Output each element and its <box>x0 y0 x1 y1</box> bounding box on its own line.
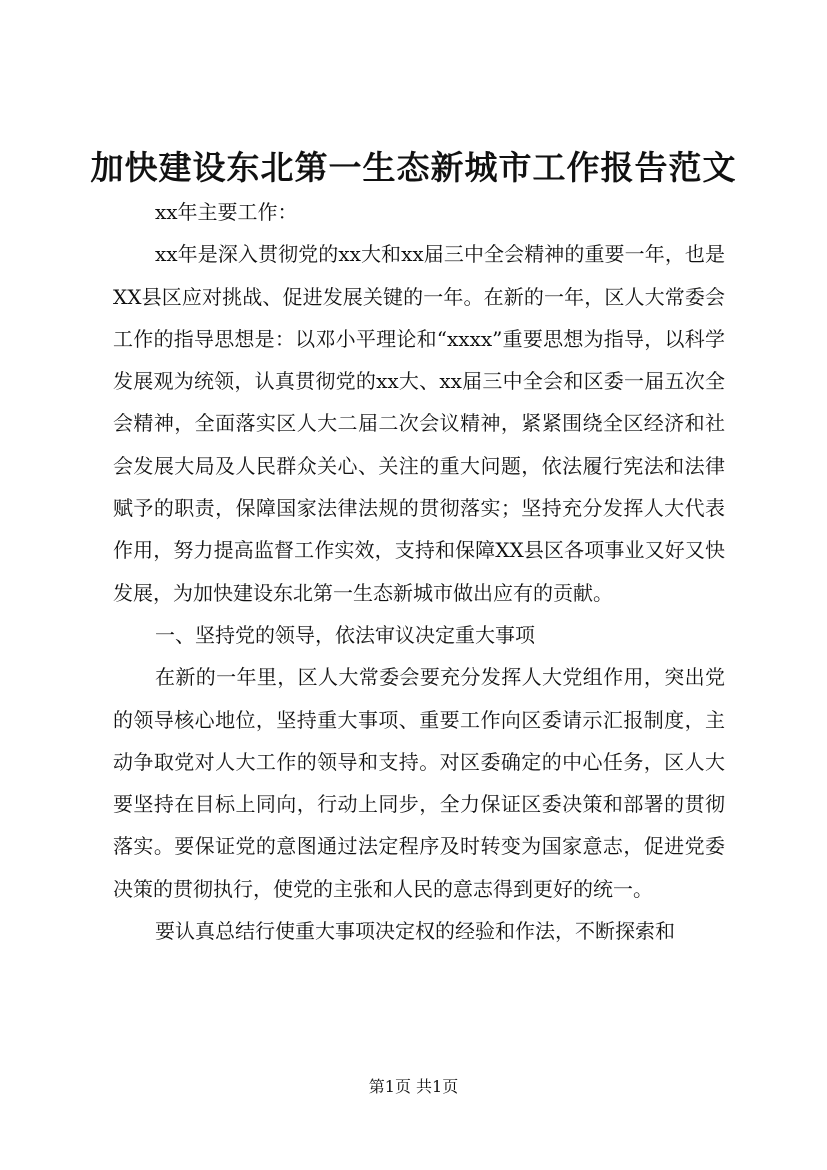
section-heading-party-leadership: 一、坚持党的领导，依法审议决定重大事项 <box>155 622 535 647</box>
paragraph-main-work-heading: xx年主要工作： <box>155 200 298 224</box>
paragraph-major-matters: 要认真总结行使重大事项决定权的经验和作法，不断探索和 <box>155 919 675 944</box>
document-title: 加快建设东北第一生态新城市工作报告范文 <box>90 148 737 187</box>
page-footer: 第1页 共1页 <box>368 1077 459 1096</box>
paragraph-party-leadership: 在新的一年里，区人大常委会要充分发挥人大党组作用，突出党的领导核心地位，坚持重大事项、重要工作向区委请示汇报制度，主动争取党对人大工作的领导和支持。对区委确定的中心任务，区人大要坚持在目标上同向，行动上同步，全力保证区委决策和部署的贯彻落实。要保证党的意图通过法定程序及时转变为国家意志，促进党委决策的贯彻执行，使党的主张和人民的意志得到更好的统一。 <box>113 665 725 901</box>
document-body <box>113 191 725 952</box>
paragraph-guiding-thought: xx年是深入贯彻党的xx大和xx届三中全会精神的重要一年，也是XX县区应对挑战、促进发展关键的一年。在新的一年，区人大常委会工作的指导思想是：以邓小平理论和“xxxx”重要思想为指导，以科学发展观为统领，认真贯彻党的xx大、xx届三中全会和区委一届五次全会精神，全面落实区人大二届二次会议精神，紧紧围绕全区经济和社会发展大局及人民群众关心、关注的重大问题，依法履行宪法和法律赋予的职责，保障国家法律法规的贯彻落实；坚持充分发挥人大代表作用，努力提高监督工作实效，支持和保障XX县区各项事业又好又快发展，为加快建设东北第一生态新城市做出应有的贡献。 <box>113 242 725 605</box>
